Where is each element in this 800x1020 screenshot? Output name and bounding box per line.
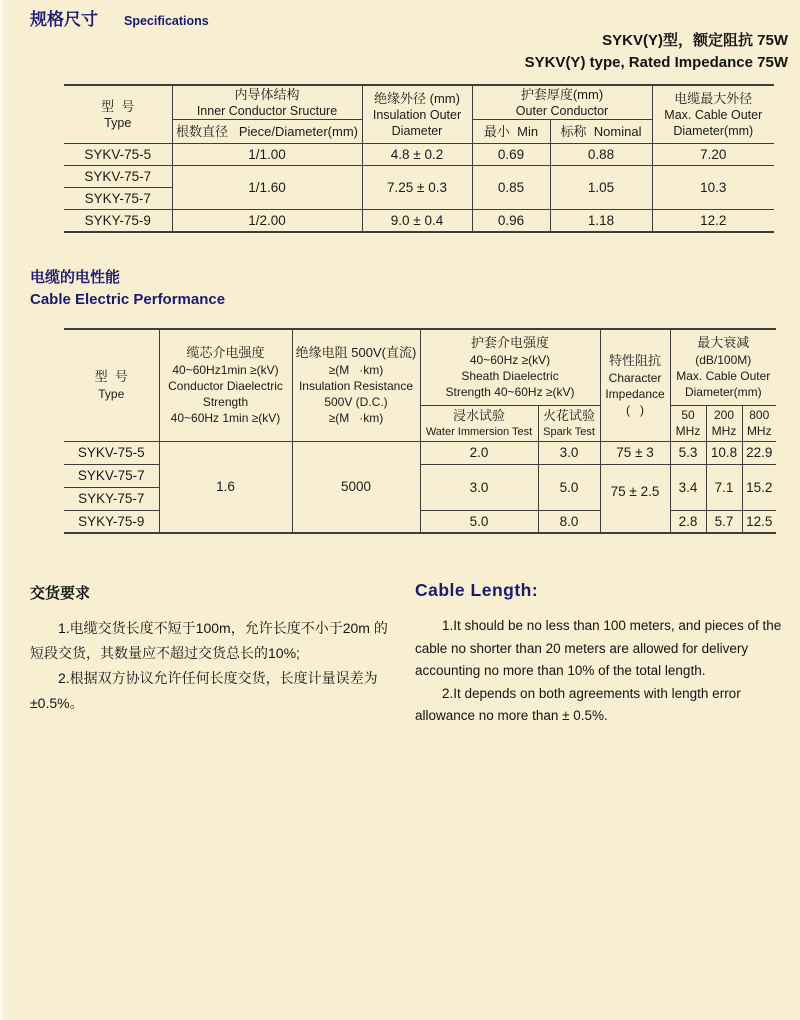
col-header-piece-diameter-label: 根数直径 Piece/Diameter(mm) <box>175 123 359 139</box>
water-immersion-en: Water Immersion Test <box>425 425 533 438</box>
col-header-spark-test <box>538 405 600 441</box>
freq-50-label: 50 <box>681 408 695 422</box>
impedance-en1: Character <box>608 371 662 386</box>
attenuation-50-cell: 5.3 <box>670 441 706 464</box>
attenuation-200-cell: 10.8 <box>706 441 742 464</box>
col-header-max-diameter <box>652 85 774 144</box>
attenuation-unit: (dB/100M) <box>695 353 752 368</box>
col-header-max-en2: Diameter(mm) <box>673 124 754 138</box>
col-header-sheath-zh: 护套厚度(mm) <box>520 87 604 102</box>
electric-performance-heading-en: Cable Electric Performance <box>30 291 226 308</box>
col-header-insulation-en2: Diameter <box>391 124 443 138</box>
min-cell: 0.69 <box>472 144 550 166</box>
electric-performance-table <box>64 328 776 534</box>
insulation-resistance-en2: 500V (D.C.) <box>324 395 388 410</box>
page-left-margin <box>0 0 3 1020</box>
conductor-strength-en1: Conductor Diaelectric <box>168 379 283 394</box>
conductor-strength-zh: 缆芯介电强度 <box>186 345 265 361</box>
attenuation-en2: Diameter(mm) <box>684 385 762 400</box>
conductor-strength-spec1: 40~60Hz1min ≥(kV) <box>172 363 279 378</box>
insulation-diameter-cell: 9.0 ± 0.4 <box>362 210 472 232</box>
col-header-type-en: Type <box>104 116 132 130</box>
type-cell: SYKY-75-7 <box>64 487 159 510</box>
type-cell: SYKV-75-7 <box>64 166 172 188</box>
col-header-nominal <box>550 120 652 144</box>
max-diameter-cell: 12.2 <box>652 210 774 232</box>
cable-length-title: Cable Length: <box>415 580 539 600</box>
impedance-en2: Impedance <box>605 387 665 402</box>
sheath-dielectric-en2: Strength 40~60Hz ≥(kV) <box>445 385 575 400</box>
col-header-50mhz <box>670 405 706 441</box>
water-immersion-zh: 浸水试验 <box>452 407 505 423</box>
attenuation-zh: 最大衰减 <box>697 335 750 351</box>
mhz-label: MHz <box>711 424 737 438</box>
freq-800-label: 800 <box>749 408 770 422</box>
type-cell: SYKY-75-9 <box>64 510 159 533</box>
cable-length-para2: 2.It depends on both agreements with length error allowance no more than ± 0.5%. <box>415 685 741 723</box>
spark-test-en: Spark Test <box>543 425 595 438</box>
page-title-en: Specifications <box>124 14 209 28</box>
attenuation-en1: Max. Cable Outer <box>676 369 771 384</box>
attenuation-200-cell: 5.7 <box>706 510 742 533</box>
col-header-sheath-en: Outer Conductor <box>515 104 609 118</box>
col-header-type-en: Type <box>98 387 125 402</box>
mhz-label: MHz <box>675 424 701 438</box>
insulation-resistance-unit2: ≥(M ·km) <box>328 411 384 426</box>
piece-diameter-cell: 1/1.60 <box>172 166 362 210</box>
col-header-water-immersion <box>420 405 538 441</box>
spark-test-cell: 3.0 <box>538 441 600 464</box>
col-header-insulation-resistance <box>292 329 420 441</box>
mhz-label: MHz <box>746 424 772 438</box>
col-header-min-label: 最小 Min <box>483 123 539 139</box>
col-header-inner-zh: 内导体结构 <box>234 87 300 102</box>
nominal-cell: 1.05 <box>550 166 652 210</box>
col-header-piece-diameter <box>172 120 362 144</box>
water-immersion-cell: 3.0 <box>420 464 538 510</box>
attenuation-800-cell: 22.9 <box>742 441 776 464</box>
model-designation-zh: SYKV(Y)型，额定阻抗 75W <box>602 32 788 49</box>
table-row <box>64 166 774 188</box>
type-cell: SYKV-75-7 <box>64 464 159 487</box>
col-header-type-zh: 型 号 <box>101 99 135 114</box>
col-header-type <box>64 329 159 441</box>
specifications-table <box>64 84 774 233</box>
col-header-type <box>64 85 172 144</box>
attenuation-200-cell: 7.1 <box>706 464 742 510</box>
impedance-unit: ( ) <box>626 403 645 418</box>
impedance-cell: 75 ± 2.5 <box>600 464 670 533</box>
min-cell: 0.96 <box>472 210 550 232</box>
conductor-strength-spec2: 40~60Hz 1min ≥(kV) <box>170 411 281 426</box>
col-header-conductor-strength <box>159 329 292 441</box>
attenuation-800-cell: 15.2 <box>742 464 776 510</box>
impedance-zh: 特性阻抗 <box>609 353 662 369</box>
table-row <box>64 210 774 232</box>
nominal-cell: 1.18 <box>550 210 652 232</box>
delivery-requirements-title: 交货要求 <box>30 585 91 602</box>
insulation-resistance-cell: 5000 <box>292 441 420 533</box>
insulation-diameter-cell: 7.25 ± 0.3 <box>362 166 472 210</box>
col-header-insulation-diameter <box>362 85 472 144</box>
cable-length-section <box>415 580 793 728</box>
sheath-dielectric-en1: Sheath Diaelectric <box>461 369 559 384</box>
delivery-requirements-para1: 1.电缆交货长度不短于100m，允许长度不小于20m 的短段交货，其数量应不超过交货总长的10%; <box>30 620 388 661</box>
col-header-nominal-label: 标称 Nominal <box>560 123 642 139</box>
sheath-dielectric-zh: 护套介电强度 <box>471 335 550 351</box>
type-cell: SYKV-75-5 <box>64 441 159 464</box>
table-row <box>64 144 774 166</box>
insulation-resistance-unit1: ≥(M ·km) <box>328 363 384 378</box>
nominal-cell: 0.88 <box>550 144 652 166</box>
insulation-resistance-en1: Insulation Resistance <box>298 379 414 394</box>
type-cell: SYKY-75-9 <box>64 210 172 232</box>
col-header-max-en1: Max. Cable Outer <box>664 108 763 122</box>
model-designation-en: SYKV(Y) type, Rated Impedance 75W <box>524 54 788 71</box>
piece-diameter-cell: 1/1.00 <box>172 144 362 166</box>
col-header-impedance <box>600 329 670 441</box>
delivery-requirements-para2: 2.根据双方协议允许任何长度交货，长度计量误差为±0.5%。 <box>30 670 378 711</box>
insulation-diameter-cell: 4.8 ± 0.2 <box>362 144 472 166</box>
type-cell: SYKY-75-7 <box>64 188 172 210</box>
water-immersion-cell: 2.0 <box>420 441 538 464</box>
spark-test-zh: 火花试验 <box>543 407 596 423</box>
type-cell: SYKV-75-5 <box>64 144 172 166</box>
impedance-cell: 75 ± 3 <box>600 441 670 464</box>
col-header-inner-conductor <box>172 85 362 120</box>
conductor-strength-cell: 1.6 <box>159 441 292 533</box>
col-header-sheath-thickness <box>472 85 652 120</box>
col-header-inner-en: Inner Conductor Sructure <box>196 104 338 118</box>
attenuation-50-cell: 2.8 <box>670 510 706 533</box>
electric-performance-heading <box>30 267 225 311</box>
spark-test-cell: 5.0 <box>538 464 600 510</box>
col-header-max-zh: 电缆最大外径 <box>674 91 753 106</box>
table-row <box>64 441 776 464</box>
delivery-requirements-section <box>30 582 392 716</box>
electric-performance-heading-zh: 电缆的电性能 <box>30 269 121 286</box>
freq-200-label: 200 <box>714 408 735 422</box>
cable-length-para1: 1.It should be no less than 100 meters, and pieces of the cable no shorter than 20 meters are allowed for delivery accounting no more than 10% of the total length. <box>415 618 782 678</box>
spark-test-cell: 8.0 <box>538 510 600 533</box>
max-diameter-cell: 10.3 <box>652 166 774 210</box>
sheath-dielectric-spec: 40~60Hz ≥(kV) <box>469 353 551 368</box>
page-title <box>30 5 209 30</box>
min-cell: 0.85 <box>472 166 550 210</box>
col-header-min <box>472 120 550 144</box>
attenuation-50-cell: 3.4 <box>670 464 706 510</box>
conductor-strength-en2: Strength <box>202 395 249 410</box>
col-header-attenuation <box>670 329 776 405</box>
piece-diameter-cell: 1/2.00 <box>172 210 362 232</box>
col-header-sheath-dielectric <box>420 329 600 405</box>
col-header-200mhz <box>706 405 742 441</box>
max-diameter-cell: 7.20 <box>652 144 774 166</box>
col-header-type-zh: 型 号 <box>94 369 128 385</box>
attenuation-800-cell: 12.5 <box>742 510 776 533</box>
col-header-800mhz <box>742 405 776 441</box>
water-immersion-cell: 5.0 <box>420 510 538 533</box>
col-header-insulation-en1: Insulation Outer <box>372 108 462 122</box>
col-header-insulation-zh: 绝缘外径 (mm) <box>374 91 460 106</box>
insulation-resistance-zh: 绝缘电阻 500V(直流) <box>295 345 417 361</box>
model-designation <box>525 30 788 74</box>
page-title-zh: 规格尺寸 <box>30 10 98 29</box>
